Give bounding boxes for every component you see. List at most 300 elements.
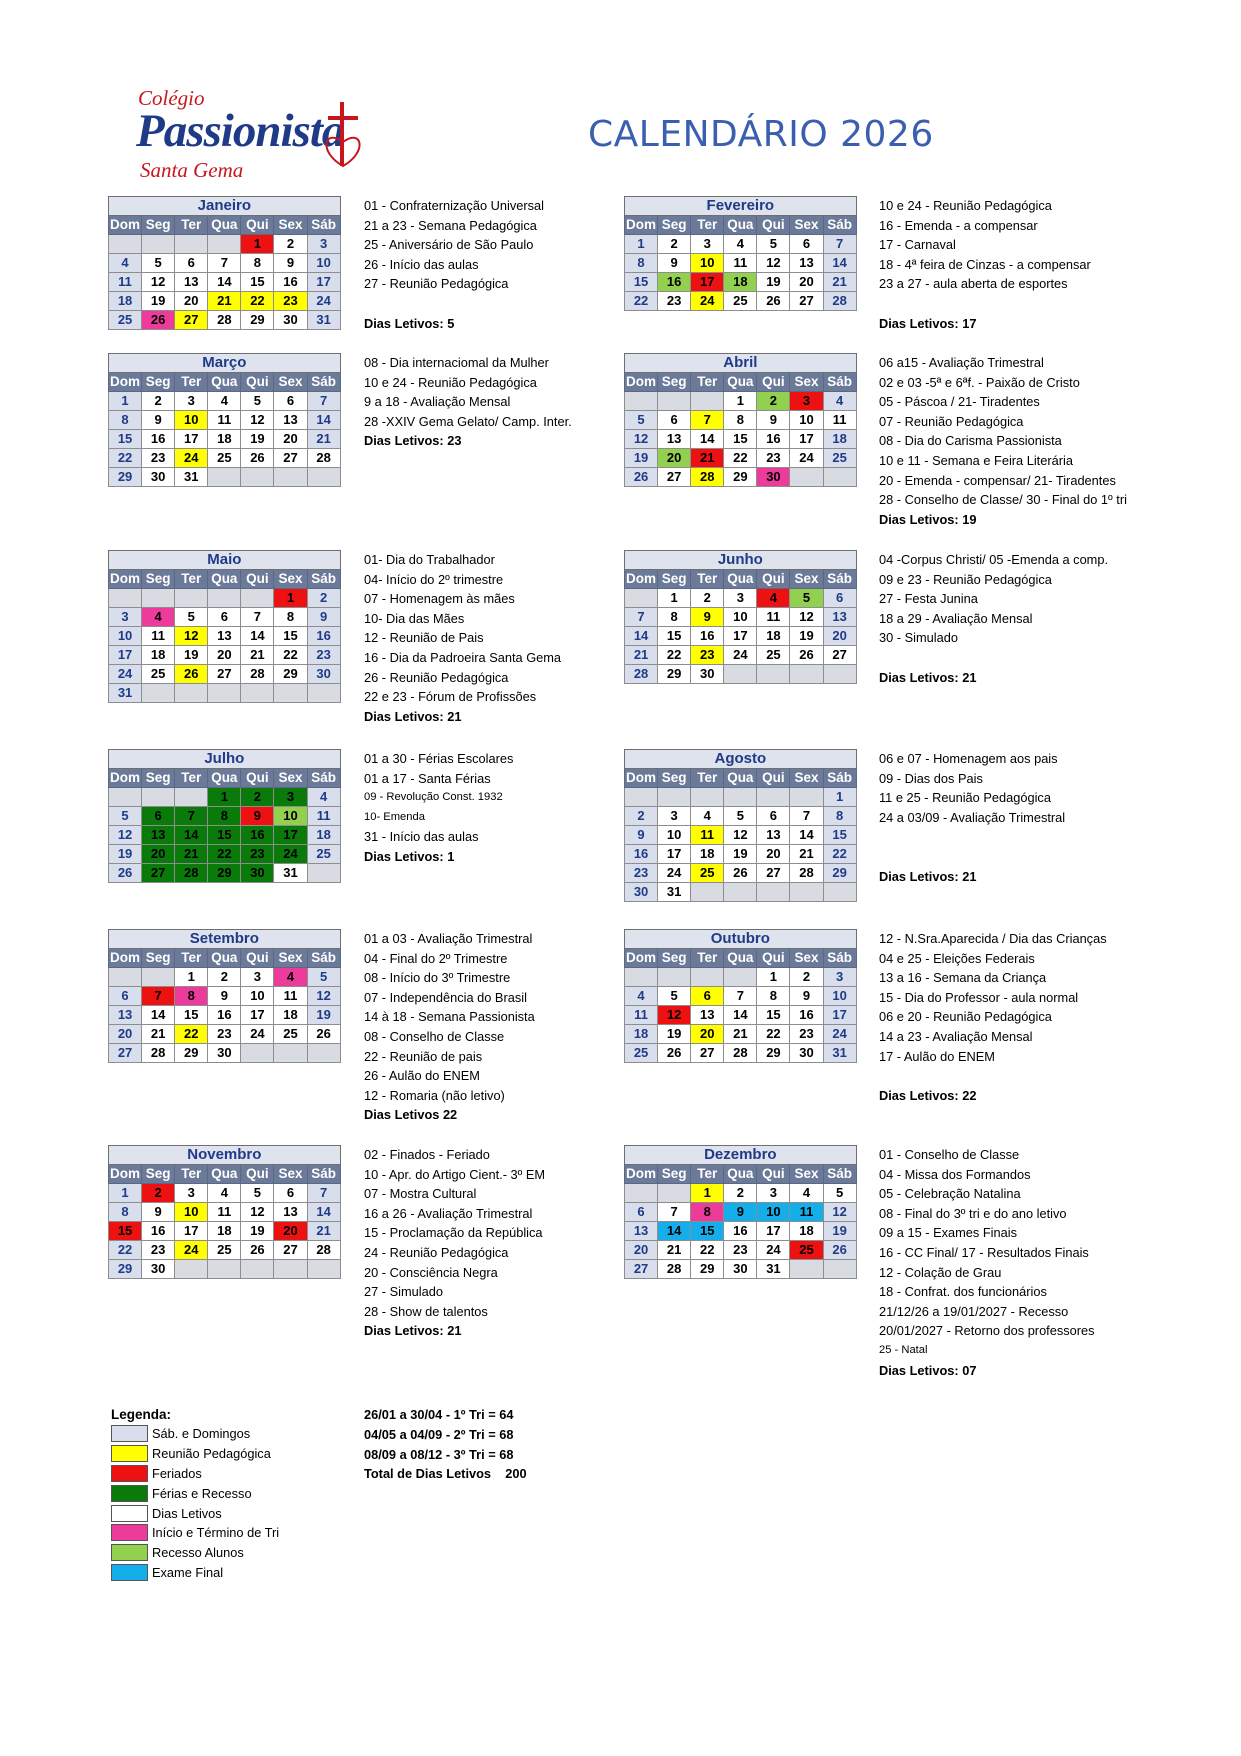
weekday-header: Qui: [241, 1165, 274, 1184]
day-cell: 20: [790, 273, 823, 292]
day-cell: 9: [691, 608, 724, 627]
day-cell: 15: [208, 826, 241, 845]
page-title: CALENDÁRIO 2026: [588, 114, 934, 155]
day-cell: 4: [790, 1184, 823, 1203]
month-title: Agosto: [625, 750, 857, 769]
day-cell: 5: [790, 589, 823, 608]
day-cell: 16: [790, 1006, 823, 1025]
event-note: 25 - Natal: [879, 1343, 928, 1356]
day-cell: 22: [658, 646, 691, 665]
empty-day-cell: [658, 968, 691, 987]
event-note: 16 - Dia da Padroeira Santa Gema: [364, 649, 562, 665]
weekday-header: Dom: [109, 769, 142, 788]
event-note: 10- Dia das Mães: [364, 610, 465, 626]
day-cell: 3: [175, 392, 208, 411]
school-days-count: Dias Letivos 22: [364, 1107, 458, 1123]
day-cell: 8: [208, 807, 241, 826]
day-cell: 1: [109, 392, 142, 411]
school-days-count: Dias Letivos: 22: [879, 1087, 977, 1103]
day-cell: 8: [757, 987, 790, 1006]
weekday-header: Qua: [724, 949, 757, 968]
weekday-header: Dom: [625, 373, 658, 392]
event-note: 07 - Reunião Pedagógica: [879, 413, 1024, 429]
day-cell: 23: [208, 1025, 241, 1044]
school-days-count: Dias Letivos: 19: [879, 511, 977, 527]
empty-day-cell: [307, 468, 340, 487]
day-cell: 4: [208, 392, 241, 411]
day-cell: 24: [757, 1241, 790, 1260]
cross-heart-icon: [314, 92, 374, 178]
day-cell: 4: [142, 608, 175, 627]
day-cell: 26: [142, 311, 175, 330]
event-note: 04 e 25 - Eleições Federais: [879, 950, 1035, 966]
month-abril: [624, 353, 857, 487]
empty-day-cell: [625, 788, 658, 807]
day-cell: 14: [724, 1006, 757, 1025]
day-cell: 30: [691, 665, 724, 684]
event-note: 01 a 03 - Avaliação Trimestral: [364, 931, 533, 946]
day-cell: 19: [790, 627, 823, 646]
day-cell: 28: [307, 449, 340, 468]
weekday-header: Sex: [790, 216, 823, 235]
day-cell: 24: [790, 449, 823, 468]
weekday-header: Sex: [274, 216, 307, 235]
day-cell: 16: [625, 845, 658, 864]
legend-swatch: [111, 1485, 148, 1502]
month-notes-abril: [879, 353, 1127, 529]
day-cell: 18: [625, 1025, 658, 1044]
event-note: 01 a 30 - Férias Escolares: [364, 751, 514, 766]
day-cell: 21: [625, 646, 658, 665]
day-cell: 26: [307, 1025, 340, 1044]
day-cell: 3: [241, 968, 274, 987]
weekday-header: Qui: [241, 373, 274, 392]
day-cell: 28: [175, 864, 208, 883]
event-note: 08 - Conselho de Classe: [364, 1028, 505, 1044]
day-cell: 26: [724, 864, 757, 883]
empty-day-cell: [307, 864, 340, 883]
day-cell: 21: [823, 273, 856, 292]
legend-swatch: [111, 1524, 148, 1541]
day-cell: 2: [691, 589, 724, 608]
event-note: 09 - Revolução Const. 1932: [364, 791, 503, 804]
day-cell: 10: [175, 411, 208, 430]
empty-day-cell: [274, 1044, 307, 1063]
event-note: 27 - Simulado: [364, 1284, 443, 1300]
legend: [111, 1405, 279, 1582]
day-cell: 9: [724, 1203, 757, 1222]
day-cell: 9: [625, 826, 658, 845]
day-cell: 21: [790, 845, 823, 864]
day-cell: 2: [274, 235, 307, 254]
day-cell: 24: [823, 1025, 856, 1044]
weekday-header: Sáb: [307, 1165, 340, 1184]
empty-day-cell: [175, 684, 208, 703]
day-cell: 28: [790, 864, 823, 883]
empty-day-cell: [307, 1044, 340, 1063]
day-cell: 14: [658, 1222, 691, 1241]
weekday-header: Seg: [658, 769, 691, 788]
day-cell: 16: [142, 1222, 175, 1241]
day-cell: 4: [724, 235, 757, 254]
day-cell: 12: [625, 430, 658, 449]
logo-line-3: Santa Gema: [140, 158, 244, 182]
school-days-count: Dias Letivos: 17: [879, 315, 977, 331]
empty-day-cell: [175, 589, 208, 608]
day-cell: 25: [274, 1025, 307, 1044]
day-cell: 25: [208, 1241, 241, 1260]
day-cell: 21: [307, 1222, 340, 1241]
empty-day-cell: [109, 235, 142, 254]
event-note: 18 a 29 - Avaliação Mensal: [879, 610, 1033, 626]
empty-day-cell: [691, 968, 724, 987]
legend-swatch: [111, 1425, 148, 1442]
month-fevereiro: [624, 196, 857, 311]
day-cell: 7: [691, 411, 724, 430]
month-dezembro: [624, 1145, 857, 1279]
event-note: 26 - Reunião Pedagógica: [364, 669, 509, 685]
event-note: 12 - N.Sra.Aparecida / Dia das Crianças: [879, 931, 1107, 946]
day-cell: 29: [109, 1260, 142, 1279]
day-cell: 25: [109, 311, 142, 330]
day-cell: 18: [691, 845, 724, 864]
day-cell: 15: [241, 273, 274, 292]
day-cell: 2: [625, 807, 658, 826]
day-cell: 28: [691, 468, 724, 487]
empty-day-cell: [823, 883, 856, 902]
day-cell: 2: [307, 589, 340, 608]
weekday-header: Sex: [790, 1165, 823, 1184]
day-cell: 3: [658, 807, 691, 826]
day-cell: 29: [757, 1044, 790, 1063]
empty-day-cell: [658, 392, 691, 411]
legend-label: Feriados: [152, 1465, 202, 1481]
month-novembro: [108, 1145, 341, 1279]
month-notes-setembro: [364, 929, 535, 1125]
weekday-header: Qui: [757, 373, 790, 392]
day-cell: 8: [691, 1203, 724, 1222]
event-note: 08 - Início do 3º Trimestre: [364, 970, 511, 986]
event-note: 9 a 18 - Avaliação Mensal: [364, 394, 511, 410]
day-cell: 20: [109, 1025, 142, 1044]
day-cell: 25: [307, 845, 340, 864]
school-days-count: Dias Letivos: 1: [364, 848, 455, 864]
day-cell: 27: [208, 665, 241, 684]
day-cell: 21: [142, 1025, 175, 1044]
day-cell: 27: [274, 1241, 307, 1260]
event-note: 27 - Festa Junina: [879, 591, 978, 607]
day-cell: 31: [274, 864, 307, 883]
day-cell: 12: [109, 826, 142, 845]
weekday-header: Qui: [757, 949, 790, 968]
event-note: 10 e 24 - Reunião Pedagógica: [364, 374, 537, 390]
day-cell: 11: [790, 1203, 823, 1222]
empty-day-cell: [823, 1260, 856, 1279]
event-note: 07 - Homenagem às mães: [364, 591, 515, 607]
day-cell: 12: [757, 254, 790, 273]
empty-day-cell: [790, 1260, 823, 1279]
day-cell: 24: [691, 292, 724, 311]
weekday-header: Ter: [175, 949, 208, 968]
month-title: Maio: [109, 551, 341, 570]
day-cell: 5: [142, 254, 175, 273]
day-cell: 27: [790, 292, 823, 311]
day-cell: 29: [241, 311, 274, 330]
logo-line-1: Colégio: [138, 86, 205, 110]
day-cell: 11: [691, 826, 724, 845]
day-cell: 24: [658, 864, 691, 883]
month-title: Setembro: [109, 930, 341, 949]
day-cell: 23: [241, 845, 274, 864]
weekday-header: Sex: [274, 1165, 307, 1184]
day-cell: 6: [274, 1184, 307, 1203]
event-note: 12 - Romaria (não letivo): [364, 1087, 505, 1103]
day-cell: 29: [823, 864, 856, 883]
day-cell: 23: [142, 1241, 175, 1260]
legend-item: [111, 1424, 279, 1444]
empty-day-cell: [208, 684, 241, 703]
day-cell: 15: [724, 430, 757, 449]
weekday-header: Seg: [658, 570, 691, 589]
empty-day-cell: [724, 665, 757, 684]
event-note: 23 a 27 - aula aberta de esportes: [879, 276, 1068, 292]
day-cell: 3: [691, 235, 724, 254]
event-note: 17 - Carnaval: [879, 237, 956, 253]
weekday-header: Qua: [208, 769, 241, 788]
day-cell: 29: [274, 665, 307, 684]
day-cell: 21: [241, 646, 274, 665]
day-cell: 28: [307, 1241, 340, 1260]
weekday-header: Qua: [724, 769, 757, 788]
day-cell: 22: [724, 449, 757, 468]
day-cell: 2: [142, 392, 175, 411]
day-cell: 14: [208, 273, 241, 292]
day-cell: 17: [274, 826, 307, 845]
day-cell: 29: [658, 665, 691, 684]
day-cell: 8: [625, 254, 658, 273]
day-cell: 27: [625, 1260, 658, 1279]
weekday-header: Qua: [208, 373, 241, 392]
day-cell: 3: [790, 392, 823, 411]
day-cell: 26: [241, 1241, 274, 1260]
empty-day-cell: [724, 788, 757, 807]
empty-day-cell: [691, 883, 724, 902]
day-cell: 1: [175, 968, 208, 987]
day-cell: 10: [691, 254, 724, 273]
empty-day-cell: [724, 968, 757, 987]
day-cell: 30: [790, 1044, 823, 1063]
day-cell: 1: [823, 788, 856, 807]
school-logo: [128, 86, 378, 186]
weekday-header: Ter: [691, 769, 724, 788]
day-cell: 27: [823, 646, 856, 665]
day-cell: 4: [274, 968, 307, 987]
empty-day-cell: [241, 1044, 274, 1063]
day-cell: 25: [625, 1044, 658, 1063]
month-title: Julho: [109, 750, 341, 769]
day-cell: 22: [757, 1025, 790, 1044]
day-cell: 9: [307, 608, 340, 627]
legend-swatch: [111, 1445, 148, 1462]
empty-day-cell: [241, 468, 274, 487]
event-note: 28 -XXIV Gema Gelato/ Camp. Inter.: [364, 413, 572, 429]
day-cell: 21: [307, 430, 340, 449]
day-cell: 15: [691, 1222, 724, 1241]
day-cell: 10: [241, 987, 274, 1006]
day-cell: 11: [757, 608, 790, 627]
empty-day-cell: [109, 589, 142, 608]
day-cell: 4: [757, 589, 790, 608]
month-notes-julho: [364, 749, 513, 867]
empty-day-cell: [790, 883, 823, 902]
empty-day-cell: [307, 684, 340, 703]
event-note: 06 e 07 - Homenagem aos pais: [879, 751, 1058, 766]
day-cell: 22: [241, 292, 274, 311]
month-notes-outubro: [879, 929, 1107, 1105]
day-cell: 2: [658, 235, 691, 254]
day-cell: 11: [625, 1006, 658, 1025]
day-cell: 12: [241, 1203, 274, 1222]
legend-item: [111, 1503, 279, 1523]
day-cell: 31: [175, 468, 208, 487]
event-note: 01 - Confraternização Universal: [364, 198, 544, 213]
day-cell: 23: [757, 449, 790, 468]
day-cell: 20: [274, 430, 307, 449]
weekday-header: Qui: [757, 769, 790, 788]
school-days-count: Dias Letivos: 23: [364, 433, 462, 449]
day-cell: 25: [724, 292, 757, 311]
day-cell: 31: [823, 1044, 856, 1063]
day-cell: 15: [274, 627, 307, 646]
empty-day-cell: [625, 392, 658, 411]
weekday-header: Ter: [175, 769, 208, 788]
month-title: Fevereiro: [625, 197, 857, 216]
weekday-header: Ter: [175, 1165, 208, 1184]
month-notes-marco: [364, 353, 572, 451]
empty-day-cell: [625, 1184, 658, 1203]
day-cell: 9: [757, 411, 790, 430]
day-cell: 26: [625, 468, 658, 487]
empty-day-cell: [241, 589, 274, 608]
event-note: 06 a15 - Avaliação Trimestral: [879, 355, 1044, 370]
day-cell: 7: [208, 254, 241, 273]
day-cell: 23: [307, 646, 340, 665]
day-cell: 11: [823, 411, 856, 430]
event-note: 10 - Apr. do Artigo Cient.- 3º EM: [364, 1166, 546, 1182]
day-cell: 17: [823, 1006, 856, 1025]
day-cell: 20: [142, 845, 175, 864]
day-cell: 5: [241, 392, 274, 411]
empty-day-cell: [307, 1260, 340, 1279]
day-cell: 26: [757, 292, 790, 311]
month-title: Março: [109, 354, 341, 373]
day-cell: 13: [823, 608, 856, 627]
weekday-header: Ter: [175, 216, 208, 235]
day-cell: 21: [208, 292, 241, 311]
legend-swatch: [111, 1544, 148, 1561]
day-cell: 10: [790, 411, 823, 430]
weekday-header: Ter: [175, 373, 208, 392]
legend-label: Início e Término de Tri: [152, 1525, 280, 1541]
day-cell: 28: [625, 665, 658, 684]
weekday-header: Dom: [625, 1165, 658, 1184]
day-cell: 17: [175, 1222, 208, 1241]
event-note: 12 - Colação de Grau: [879, 1264, 1002, 1280]
day-cell: 16: [757, 430, 790, 449]
day-cell: 30: [724, 1260, 757, 1279]
event-note: 26 - Aulão do ENEM: [364, 1068, 480, 1084]
day-cell: 19: [175, 646, 208, 665]
day-cell: 17: [658, 845, 691, 864]
day-cell: 2: [241, 788, 274, 807]
event-note: 17 - Aulão do ENEM: [879, 1048, 995, 1064]
weekday-header: Dom: [109, 1165, 142, 1184]
day-cell: 17: [109, 646, 142, 665]
event-note: 06 e 20 - Reunião Pedagógica: [879, 1009, 1052, 1025]
day-cell: 30: [208, 1044, 241, 1063]
weekday-header: Qui: [241, 216, 274, 235]
day-cell: 17: [307, 273, 340, 292]
day-cell: 15: [109, 1222, 142, 1241]
day-cell: 2: [208, 968, 241, 987]
weekday-header: Dom: [109, 570, 142, 589]
month-janeiro: [108, 196, 341, 330]
weekday-header: Qui: [241, 570, 274, 589]
event-note: 10 e 11 - Semana e Feira Literária: [879, 452, 1073, 468]
weekday-header: Sáb: [823, 373, 856, 392]
event-note: 21 a 23 - Semana Pedagógica: [364, 217, 537, 233]
empty-day-cell: [823, 665, 856, 684]
month-title: Junho: [625, 551, 857, 570]
day-cell: 22: [109, 449, 142, 468]
day-cell: 12: [823, 1203, 856, 1222]
weekday-header: Sáb: [307, 949, 340, 968]
weekday-header: Qui: [757, 570, 790, 589]
term-total-2: 04/05 a 04/09 - 2º Tri = 68: [364, 1426, 514, 1442]
day-cell: 9: [274, 254, 307, 273]
day-cell: 6: [274, 392, 307, 411]
empty-day-cell: [241, 1260, 274, 1279]
weekday-header: Qui: [757, 1165, 790, 1184]
empty-day-cell: [241, 684, 274, 703]
day-cell: 4: [109, 254, 142, 273]
day-cell: 9: [241, 807, 274, 826]
day-cell: 16: [658, 273, 691, 292]
day-cell: 26: [175, 665, 208, 684]
event-note: 24 a 03/09 - Avaliação Trimestral: [879, 809, 1066, 825]
day-cell: 13: [274, 1203, 307, 1222]
day-cell: 19: [241, 1222, 274, 1241]
day-cell: 8: [823, 807, 856, 826]
day-cell: 12: [790, 608, 823, 627]
day-cell: 19: [757, 273, 790, 292]
day-cell: 14: [307, 411, 340, 430]
day-cell: 13: [757, 826, 790, 845]
weekday-header: Dom: [109, 216, 142, 235]
day-cell: 14: [241, 627, 274, 646]
event-note: 28 - Conselho de Classe/ 30 - Final do 1º tri: [879, 492, 1127, 508]
day-cell: 14: [691, 430, 724, 449]
weekday-header: Dom: [109, 949, 142, 968]
day-cell: 2: [757, 392, 790, 411]
day-cell: 15: [757, 1006, 790, 1025]
day-cell: 27: [274, 449, 307, 468]
weekday-header: Sáb: [823, 570, 856, 589]
day-cell: 29: [691, 1260, 724, 1279]
day-cell: 15: [625, 273, 658, 292]
day-cell: 14: [307, 1203, 340, 1222]
day-cell: 15: [109, 430, 142, 449]
